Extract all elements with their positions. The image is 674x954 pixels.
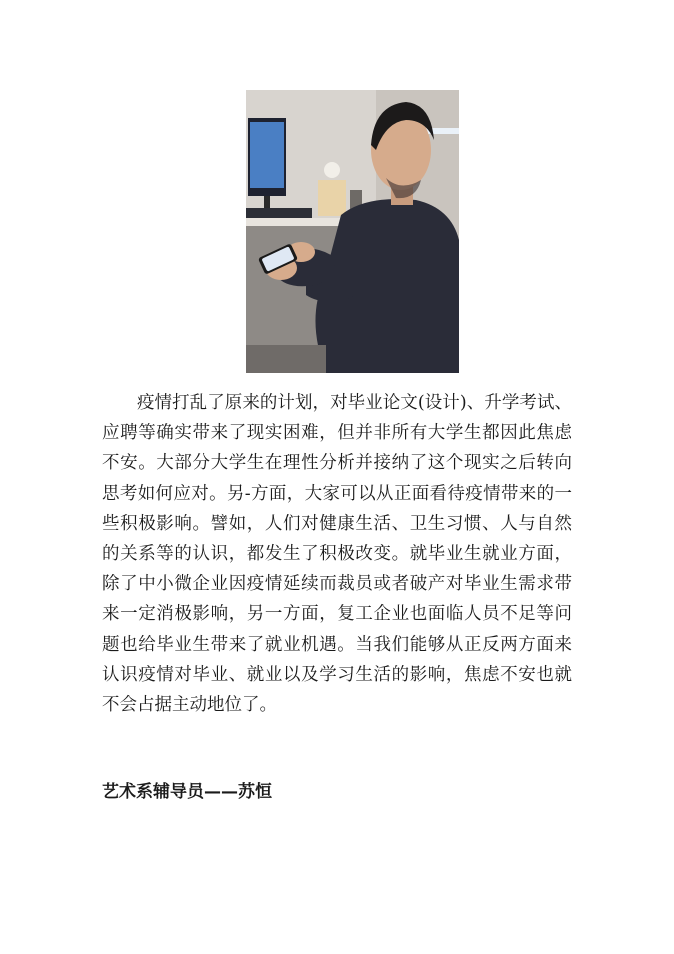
article-paragraph: 疫情打乱了原来的计划，对毕业论文(设计)、升学考试、应聘等确实带来了现实困难，但并非所有大学生都因此焦虑不安。大部分大学生在理性分析并接纳了这个现实之后转向思考如何应对。另-方面，大家可以从正面看待疫情带来的一些积极影响。譬如，人们对健康生活、卫生习惯、人与自然的关系等的认识，都发生了积极改变。就毕业生就业方面，除了中小微企业因疫情延续而裁员或者破产对毕业生需求带来一定消极影响，另一方面，复工企业也面临人员不足等问题也给毕业生带来了就业机遇。当我们能够从正反两方面来认识疫情对毕业、就业以及学习生活的影响，焦虑不安也就不会占据主动地位了。 [102, 393, 572, 716]
author-signature: 艺术系辅导员——苏恒 [102, 782, 272, 802]
photo-man-using-phone [246, 90, 459, 373]
article-body [102, 388, 572, 720]
